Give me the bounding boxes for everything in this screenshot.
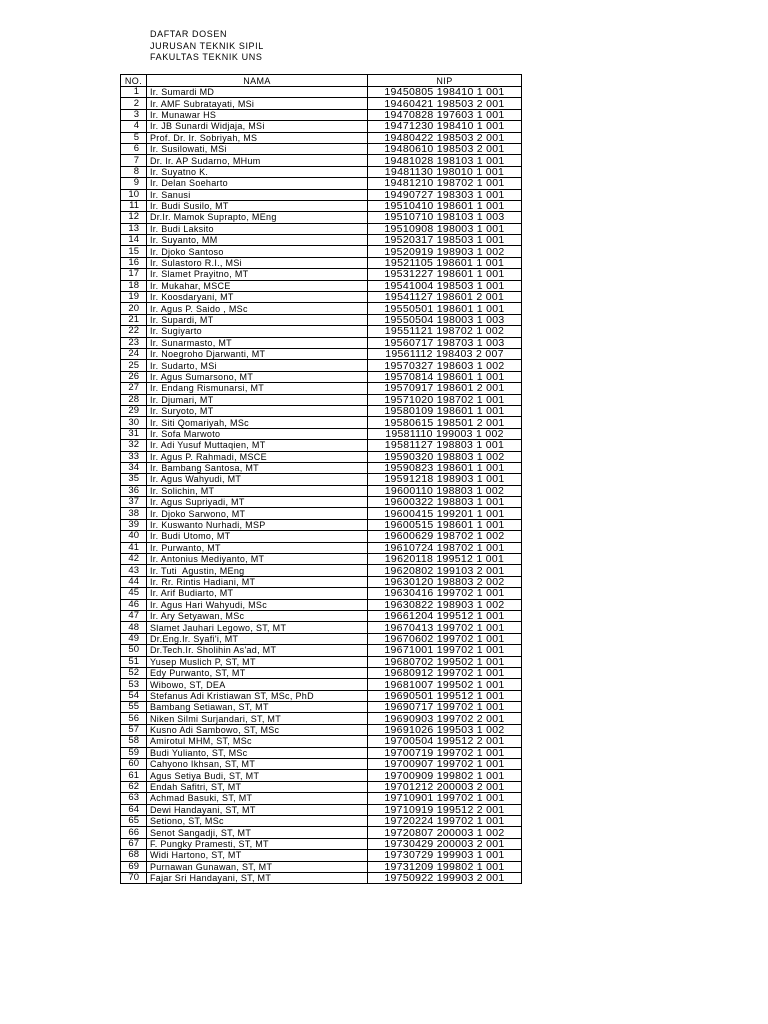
table-row — [121, 292, 522, 303]
row-number: 26 — [121, 372, 147, 382]
table-row — [121, 622, 522, 633]
lecturer-name: Ir. Antonius Mediyanto, MT — [147, 554, 368, 564]
row-number: 55 — [121, 702, 147, 712]
table-row — [121, 770, 522, 781]
row-number: 52 — [121, 668, 147, 678]
lecturer-nip: 19541127 198601 2 001 — [368, 292, 522, 302]
lecturer-nip: 19730429 200003 2 001 — [368, 839, 522, 849]
row-number: 27 — [121, 383, 147, 393]
row-number: 11 — [121, 201, 147, 211]
lecturer-nip: 19671001 199702 1 001 — [368, 645, 522, 655]
lecturer-name: Dewi Handayani, ST, MT — [147, 805, 368, 815]
lecturer-name: Ir. Suyanto, MM — [147, 235, 368, 245]
row-number: 12 — [121, 212, 147, 222]
table-row — [121, 657, 522, 668]
lecturer-name: Ir. Suryoto, MT — [147, 406, 368, 416]
row-number: 35 — [121, 474, 147, 484]
row-number: 5 — [121, 133, 147, 143]
row-number: 1 — [121, 87, 147, 97]
row-number: 62 — [121, 782, 147, 792]
lecturer-name: Ir. Siti Qomariyah, MSc — [147, 417, 368, 427]
table-row — [121, 713, 522, 724]
table-row — [121, 87, 522, 98]
lecturer-name: Ir. Susilowati, MSi — [147, 144, 368, 154]
lecturer-nip: 19581110 199003 1 002 — [368, 429, 522, 439]
row-number: 56 — [121, 713, 147, 723]
row-number: 67 — [121, 839, 147, 849]
lecturer-nip: 19520919 198903 1 002 — [368, 246, 522, 256]
lecturer-name: Niken Silmi Surjandari, ST, MT — [147, 713, 368, 723]
row-number: 17 — [121, 269, 147, 279]
lecturer-nip: 19670413 199702 1 001 — [368, 622, 522, 632]
lecturer-name: Ir. Koosdaryani, MT — [147, 292, 368, 302]
row-number: 16 — [121, 258, 147, 268]
table-row — [121, 258, 522, 269]
lecturer-name: F. Pungky Pramesti, ST, MT — [147, 839, 368, 849]
lecturer-nip: 19720224 199702 1 001 — [368, 816, 522, 826]
table-row — [121, 201, 522, 212]
lecturer-name: Bambang Setiawan, ST, MT — [147, 702, 368, 712]
table-row — [121, 634, 522, 645]
row-number: 70 — [121, 873, 147, 883]
lecturer-nip: 19550501 198601 1 001 — [368, 303, 522, 313]
table-row — [121, 452, 522, 463]
table-row — [121, 303, 522, 314]
row-number: 6 — [121, 144, 147, 154]
table-row — [121, 281, 522, 292]
lecturer-table — [120, 74, 522, 884]
lecturer-nip: 19600515 198601 1 001 — [368, 520, 522, 530]
table-row — [121, 862, 522, 873]
lecturer-nip: 19630120 198803 2 002 — [368, 577, 522, 587]
row-number: 2 — [121, 98, 147, 108]
lecturer-nip: 19670602 199702 1 001 — [368, 634, 522, 644]
row-number: 34 — [121, 463, 147, 473]
row-number: 39 — [121, 520, 147, 530]
table-row — [121, 508, 522, 519]
table-row — [121, 235, 522, 246]
table-row — [121, 816, 522, 827]
table-row — [121, 805, 522, 816]
lecturer-name: Ir. Delan Soeharto — [147, 178, 368, 188]
row-number: 10 — [121, 190, 147, 200]
lecturer-name: Dr.Ir. Mamok Suprapto, MEng — [147, 212, 368, 222]
table-row — [121, 588, 522, 599]
lecturer-name: Wibowo, ST, DEA — [147, 679, 368, 689]
lecturer-nip: 19560717 198703 1 003 — [368, 338, 522, 348]
lecturer-nip: 19480422 198503 2 001 — [368, 133, 522, 143]
row-number: 44 — [121, 577, 147, 587]
row-number: 24 — [121, 349, 147, 359]
row-number: 69 — [121, 862, 147, 872]
lecturer-name: Endah Safitri, ST, MT — [147, 782, 368, 792]
lecturer-name: Edy Purwanto, ST, MT — [147, 668, 368, 678]
table-row — [121, 531, 522, 542]
row-number: 59 — [121, 748, 147, 758]
lecturer-nip: 19550504 198003 1 003 — [368, 315, 522, 325]
row-number: 57 — [121, 725, 147, 735]
lecturer-name: Slamet Jauhari Legowo, ST, MT — [147, 622, 368, 632]
table-row — [121, 110, 522, 121]
lecturer-nip: 19531227 198601 1 001 — [368, 269, 522, 279]
table-row — [121, 554, 522, 565]
lecturer-name: Ir. Rr. Rintis Hadiani, MT — [147, 577, 368, 587]
row-number: 42 — [121, 554, 147, 564]
lecturer-nip: 19610724 198702 1 001 — [368, 543, 522, 553]
table-row — [121, 463, 522, 474]
row-number: 31 — [121, 429, 147, 439]
lecturer-name: Ir. Adi Yusuf Muttaqien, MT — [147, 440, 368, 450]
lecturer-name: Amirotul MHM, ST, MSc — [147, 736, 368, 746]
lecturer-nip: 19551121 198702 1 002 — [368, 326, 522, 336]
lecturer-nip: 19600110 198803 1 002 — [368, 486, 522, 496]
table-row — [121, 827, 522, 838]
table-row — [121, 372, 522, 383]
lecturer-nip: 19481210 198702 1 001 — [368, 178, 522, 188]
lecturer-name: Ir. Bambang Santosa, MT — [147, 463, 368, 473]
lecturer-name: Ir. Budi Susilo, MT — [147, 201, 368, 211]
faculty-name: FAKULTAS TEKNIK UNS — [150, 52, 263, 63]
row-number: 22 — [121, 326, 147, 336]
lecturer-name: Ir. Noegroho Djarwanti, MT — [147, 349, 368, 359]
lecturer-name: Ir. Agus Supriyadi, MT — [147, 497, 368, 507]
lecturer-nip: 19700909 199802 1 001 — [368, 770, 522, 780]
table-row — [121, 577, 522, 588]
lecturer-name: Purnawan Gunawan, ST, MT — [147, 862, 368, 872]
lecturer-name: Ir. Munawar HS — [147, 110, 368, 120]
lecturer-nip: 19620802 199103 2 001 — [368, 565, 522, 575]
lecturer-nip: 19481130 198010 1 001 — [368, 167, 522, 177]
lecturer-name: Ir. Agus Sumarsono, MT — [147, 372, 368, 382]
table-row — [121, 212, 522, 223]
row-number: 4 — [121, 121, 147, 131]
lecturer-nip: 19490727 198303 1 001 — [368, 190, 522, 200]
lecturer-name: Budi Yulianto, ST, MSc — [147, 748, 368, 758]
table-row — [121, 520, 522, 531]
lecturer-name: Ir. Agus P. Saido , MSc — [147, 303, 368, 313]
table-row — [121, 315, 522, 326]
table-row — [121, 98, 522, 109]
lecturer-nip: 19630416 199702 1 001 — [368, 588, 522, 598]
table-row — [121, 759, 522, 770]
lecturer-name: Cahyono Ikhsan, ST, MT — [147, 759, 368, 769]
table-row — [121, 395, 522, 406]
lecturer-name: Ir. Agus Wahyudi, MT — [147, 474, 368, 484]
lecturer-name: Yusep Muslich P, ST, MT — [147, 657, 368, 667]
table-row — [121, 782, 522, 793]
lecturer-nip: 19630822 198903 1 002 — [368, 600, 522, 610]
lecturer-name: Ir. AMF Subratayati, MSi — [147, 98, 368, 108]
lecturer-name: Ir. Agus P. Rahmadi, MSCE — [147, 452, 368, 462]
lecturer-name: Ir. Djoko Sarwono, MT — [147, 508, 368, 518]
row-number: 3 — [121, 110, 147, 120]
lecturer-nip: 19750922 199903 2 001 — [368, 873, 522, 883]
row-number: 15 — [121, 246, 147, 256]
lecturer-name: Ir. Endang Rismunarsi, MT — [147, 383, 368, 393]
lecturer-nip: 19570814 198601 1 001 — [368, 372, 522, 382]
lecturer-name: Ir. Sulastoro R.I., MSi — [147, 258, 368, 268]
lecturer-name: Ir. Budi Laksito — [147, 224, 368, 234]
lecturer-nip: 19690501 199512 1 001 — [368, 691, 522, 701]
row-number: 61 — [121, 770, 147, 780]
lecturer-nip: 19690903 199702 2 001 — [368, 713, 522, 723]
table-row — [121, 349, 522, 360]
row-number: 65 — [121, 816, 147, 826]
table-row — [121, 417, 522, 428]
lecturer-name: Ir. Ary Setyawan, MSc — [147, 611, 368, 621]
lecturer-nip: 19471230 198410 1 001 — [368, 121, 522, 131]
lecturer-name: Stefanus Adi Kristiawan ST, MSc, PhD — [147, 691, 368, 701]
lecturer-name: Senot Sangadji, ST, MT — [147, 827, 368, 837]
column-header-nama: NAMA — [147, 75, 368, 86]
column-header-nip: NIP — [368, 75, 522, 86]
lecturer-name: Ir. Arif Budiarto, MT — [147, 588, 368, 598]
row-number: 30 — [121, 417, 147, 427]
table-row — [121, 224, 522, 235]
table-row — [121, 725, 522, 736]
lecturer-nip: 19700504 199512 2 001 — [368, 736, 522, 746]
row-number: 68 — [121, 850, 147, 860]
row-number: 18 — [121, 281, 147, 291]
lecturer-nip: 19580109 198601 1 001 — [368, 406, 522, 416]
row-number: 51 — [121, 657, 147, 667]
lecturer-name: Ir. Sunarmasto, MT — [147, 338, 368, 348]
lecturer-name: Ir. Sanusi — [147, 190, 368, 200]
row-number: 63 — [121, 793, 147, 803]
lecturer-nip: 19450805 198410 1 001 — [368, 87, 522, 97]
table-row — [121, 873, 522, 884]
lecturer-name: Ir. Slamet Prayitno, MT — [147, 269, 368, 279]
table-row — [121, 429, 522, 440]
table-row — [121, 600, 522, 611]
lecturer-nip: 19701212 200003 2 001 — [368, 782, 522, 792]
row-number: 53 — [121, 679, 147, 689]
table-body — [121, 87, 522, 884]
table-row — [121, 793, 522, 804]
table-row — [121, 383, 522, 394]
lecturer-name: Ir. JB Sunardi Widjaja, MSi — [147, 121, 368, 131]
lecturer-name: Ir. Sudarto, MSi — [147, 360, 368, 370]
table-row — [121, 565, 522, 576]
row-number: 7 — [121, 155, 147, 165]
lecturer-nip: 19680912 199702 1 001 — [368, 668, 522, 678]
lecturer-name: Ir. Sugiyarto — [147, 326, 368, 336]
table-row — [121, 668, 522, 679]
lecturer-name: Prof. Dr. Ir. Sobriyah, MS — [147, 133, 368, 143]
lecturer-name: Agus Setiya Budi, ST, MT — [147, 770, 368, 780]
department-name: JURUSAN TEKNIK SIPIL — [150, 40, 264, 51]
lecturer-nip: 19680702 199502 1 001 — [368, 657, 522, 667]
table-row — [121, 736, 522, 747]
row-number: 45 — [121, 588, 147, 598]
lecturer-nip: 19480610 198503 2 001 — [368, 144, 522, 154]
table-row — [121, 440, 522, 451]
table-row — [121, 748, 522, 759]
lecturer-nip: 19541004 198503 1 001 — [368, 281, 522, 291]
lecturer-nip: 19661204 199512 1 001 — [368, 611, 522, 621]
table-row — [121, 474, 522, 485]
lecturer-nip: 19470828 197603 1 001 — [368, 110, 522, 120]
table-row — [121, 679, 522, 690]
lecturer-nip: 19520317 198503 1 001 — [368, 235, 522, 245]
row-number: 32 — [121, 440, 147, 450]
lecturer-nip: 19481028 198103 1 001 — [368, 155, 522, 165]
row-number: 66 — [121, 827, 147, 837]
lecturer-nip: 19570917 198601 2 001 — [368, 383, 522, 393]
table-row — [121, 486, 522, 497]
row-number: 50 — [121, 645, 147, 655]
table-row — [121, 133, 522, 144]
row-number: 33 — [121, 452, 147, 462]
row-number: 20 — [121, 303, 147, 313]
row-number: 36 — [121, 486, 147, 496]
row-number: 47 — [121, 611, 147, 621]
row-number: 60 — [121, 759, 147, 769]
lecturer-nip: 19460421 198503 2 001 — [368, 98, 522, 108]
lecturer-nip: 19620118 199512 1 001 — [368, 554, 522, 564]
table-header-row — [121, 75, 522, 87]
row-number: 46 — [121, 600, 147, 610]
table-row — [121, 611, 522, 622]
lecturer-nip: 19600415 199201 1 001 — [368, 508, 522, 518]
lecturer-nip: 19690717 199702 1 001 — [368, 702, 522, 712]
row-number: 64 — [121, 805, 147, 815]
lecturer-nip: 19730729 199903 1 001 — [368, 850, 522, 860]
lecturer-nip: 19590320 198803 1 002 — [368, 452, 522, 462]
lecturer-name: Dr.Tech.Ir. Sholihin As'ad, MT — [147, 645, 368, 655]
lecturer-nip: 19600322 198803 1 001 — [368, 497, 522, 507]
table-row — [121, 338, 522, 349]
document-title: DAFTAR DOSEN — [150, 29, 228, 39]
row-number: 37 — [121, 497, 147, 507]
table-row — [121, 839, 522, 850]
table-row — [121, 406, 522, 417]
row-number: 14 — [121, 235, 147, 245]
lecturer-nip: 19700719 199702 1 001 — [368, 748, 522, 758]
lecturer-nip: 19581127 198803 1 001 — [368, 440, 522, 450]
lecturer-nip: 19710919 199512 2 001 — [368, 805, 522, 815]
lecturer-nip: 19521105 198601 1 001 — [368, 258, 522, 268]
row-number: 28 — [121, 395, 147, 405]
row-number: 8 — [121, 167, 147, 177]
lecturer-nip: 19510710 198103 1 003 — [368, 212, 522, 222]
lecturer-nip: 19510410 198601 1 001 — [368, 201, 522, 211]
table-row — [121, 144, 522, 155]
lecturer-nip: 19710901 199702 1 001 — [368, 793, 522, 803]
row-number: 48 — [121, 622, 147, 632]
lecturer-nip: 19600629 198702 1 002 — [368, 531, 522, 541]
lecturer-nip: 19510908 198003 1 001 — [368, 224, 522, 234]
lecturer-name: Kusno Adi Sambowo, ST, MSc — [147, 725, 368, 735]
table-row — [121, 702, 522, 713]
lecturer-nip: 19591218 198903 1 001 — [368, 474, 522, 484]
lecturer-nip: 19570327 198603 1 002 — [368, 360, 522, 370]
row-number: 38 — [121, 508, 147, 518]
lecturer-name: Ir. Sumardi MD — [147, 87, 368, 97]
row-number: 54 — [121, 691, 147, 701]
lecturer-nip: 19700907 199702 1 001 — [368, 759, 522, 769]
table-row — [121, 121, 522, 132]
lecturer-nip: 19561112 198403 2 007 — [368, 349, 522, 359]
table-row — [121, 269, 522, 280]
lecturer-name: Achmad Basuki, ST, MT — [147, 793, 368, 803]
table-row — [121, 326, 522, 337]
lecturer-name: Dr.Eng.Ir. Syafi'i, MT — [147, 634, 368, 644]
row-number: 40 — [121, 531, 147, 541]
row-number: 9 — [121, 178, 147, 188]
table-row — [121, 850, 522, 861]
row-number: 49 — [121, 634, 147, 644]
lecturer-name: Ir. Agus Hari Wahyudi, MSc — [147, 600, 368, 610]
row-number: 21 — [121, 315, 147, 325]
table-row — [121, 497, 522, 508]
row-number: 41 — [121, 543, 147, 553]
lecturer-nip: 19590823 198601 1 001 — [368, 463, 522, 473]
table-row — [121, 178, 522, 189]
lecturer-name: Ir. Mukahar, MSCE — [147, 281, 368, 291]
lecturer-nip: 19571020 198702 1 001 — [368, 395, 522, 405]
table-row — [121, 691, 522, 702]
lecturer-nip: 19731209 199802 1 001 — [368, 862, 522, 872]
table-row — [121, 167, 522, 178]
table-row — [121, 246, 522, 257]
lecturer-name: Ir. Sofa Marwoto — [147, 429, 368, 439]
lecturer-nip: 19580615 198501 2 001 — [368, 417, 522, 427]
table-row — [121, 543, 522, 554]
row-number: 25 — [121, 360, 147, 370]
lecturer-name: Dr. Ir. AP Sudarno, MHum — [147, 155, 368, 165]
lecturer-nip: 19691026 199503 1 002 — [368, 725, 522, 735]
row-number: 13 — [121, 224, 147, 234]
lecturer-name: Fajar Sri Handayani, ST, MT — [147, 873, 368, 883]
table-row — [121, 190, 522, 201]
lecturer-name: Widi Hartono, ST, MT — [147, 850, 368, 860]
table-row — [121, 360, 522, 371]
row-number: 43 — [121, 565, 147, 575]
lecturer-name: Ir. Kuswanto Nurhadi, MSP — [147, 520, 368, 530]
lecturer-name: Ir. Djumari, MT — [147, 395, 368, 405]
table-row — [121, 155, 522, 166]
table-row — [121, 645, 522, 656]
lecturer-name: Ir. Solichin, MT — [147, 486, 368, 496]
lecturer-name: Ir. Djoko Santoso — [147, 246, 368, 256]
column-header-no: NO. — [121, 75, 147, 86]
lecturer-nip: 19720807 200003 1 002 — [368, 827, 522, 837]
lecturer-name: Ir. Tuti Agustin, MEng — [147, 565, 368, 575]
document-header — [150, 29, 264, 64]
lecturer-name: Setiono, ST, MSc — [147, 816, 368, 826]
lecturer-nip: 19681007 199502 1 001 — [368, 679, 522, 689]
lecturer-name: Ir. Budi Utomo, MT — [147, 531, 368, 541]
lecturer-name: Ir. Purwanto, MT — [147, 543, 368, 553]
row-number: 58 — [121, 736, 147, 746]
lecturer-name: Ir. Supardi, MT — [147, 315, 368, 325]
lecturer-name: Ir. Suyatno K. — [147, 167, 368, 177]
row-number: 19 — [121, 292, 147, 302]
row-number: 29 — [121, 406, 147, 416]
row-number: 23 — [121, 338, 147, 348]
